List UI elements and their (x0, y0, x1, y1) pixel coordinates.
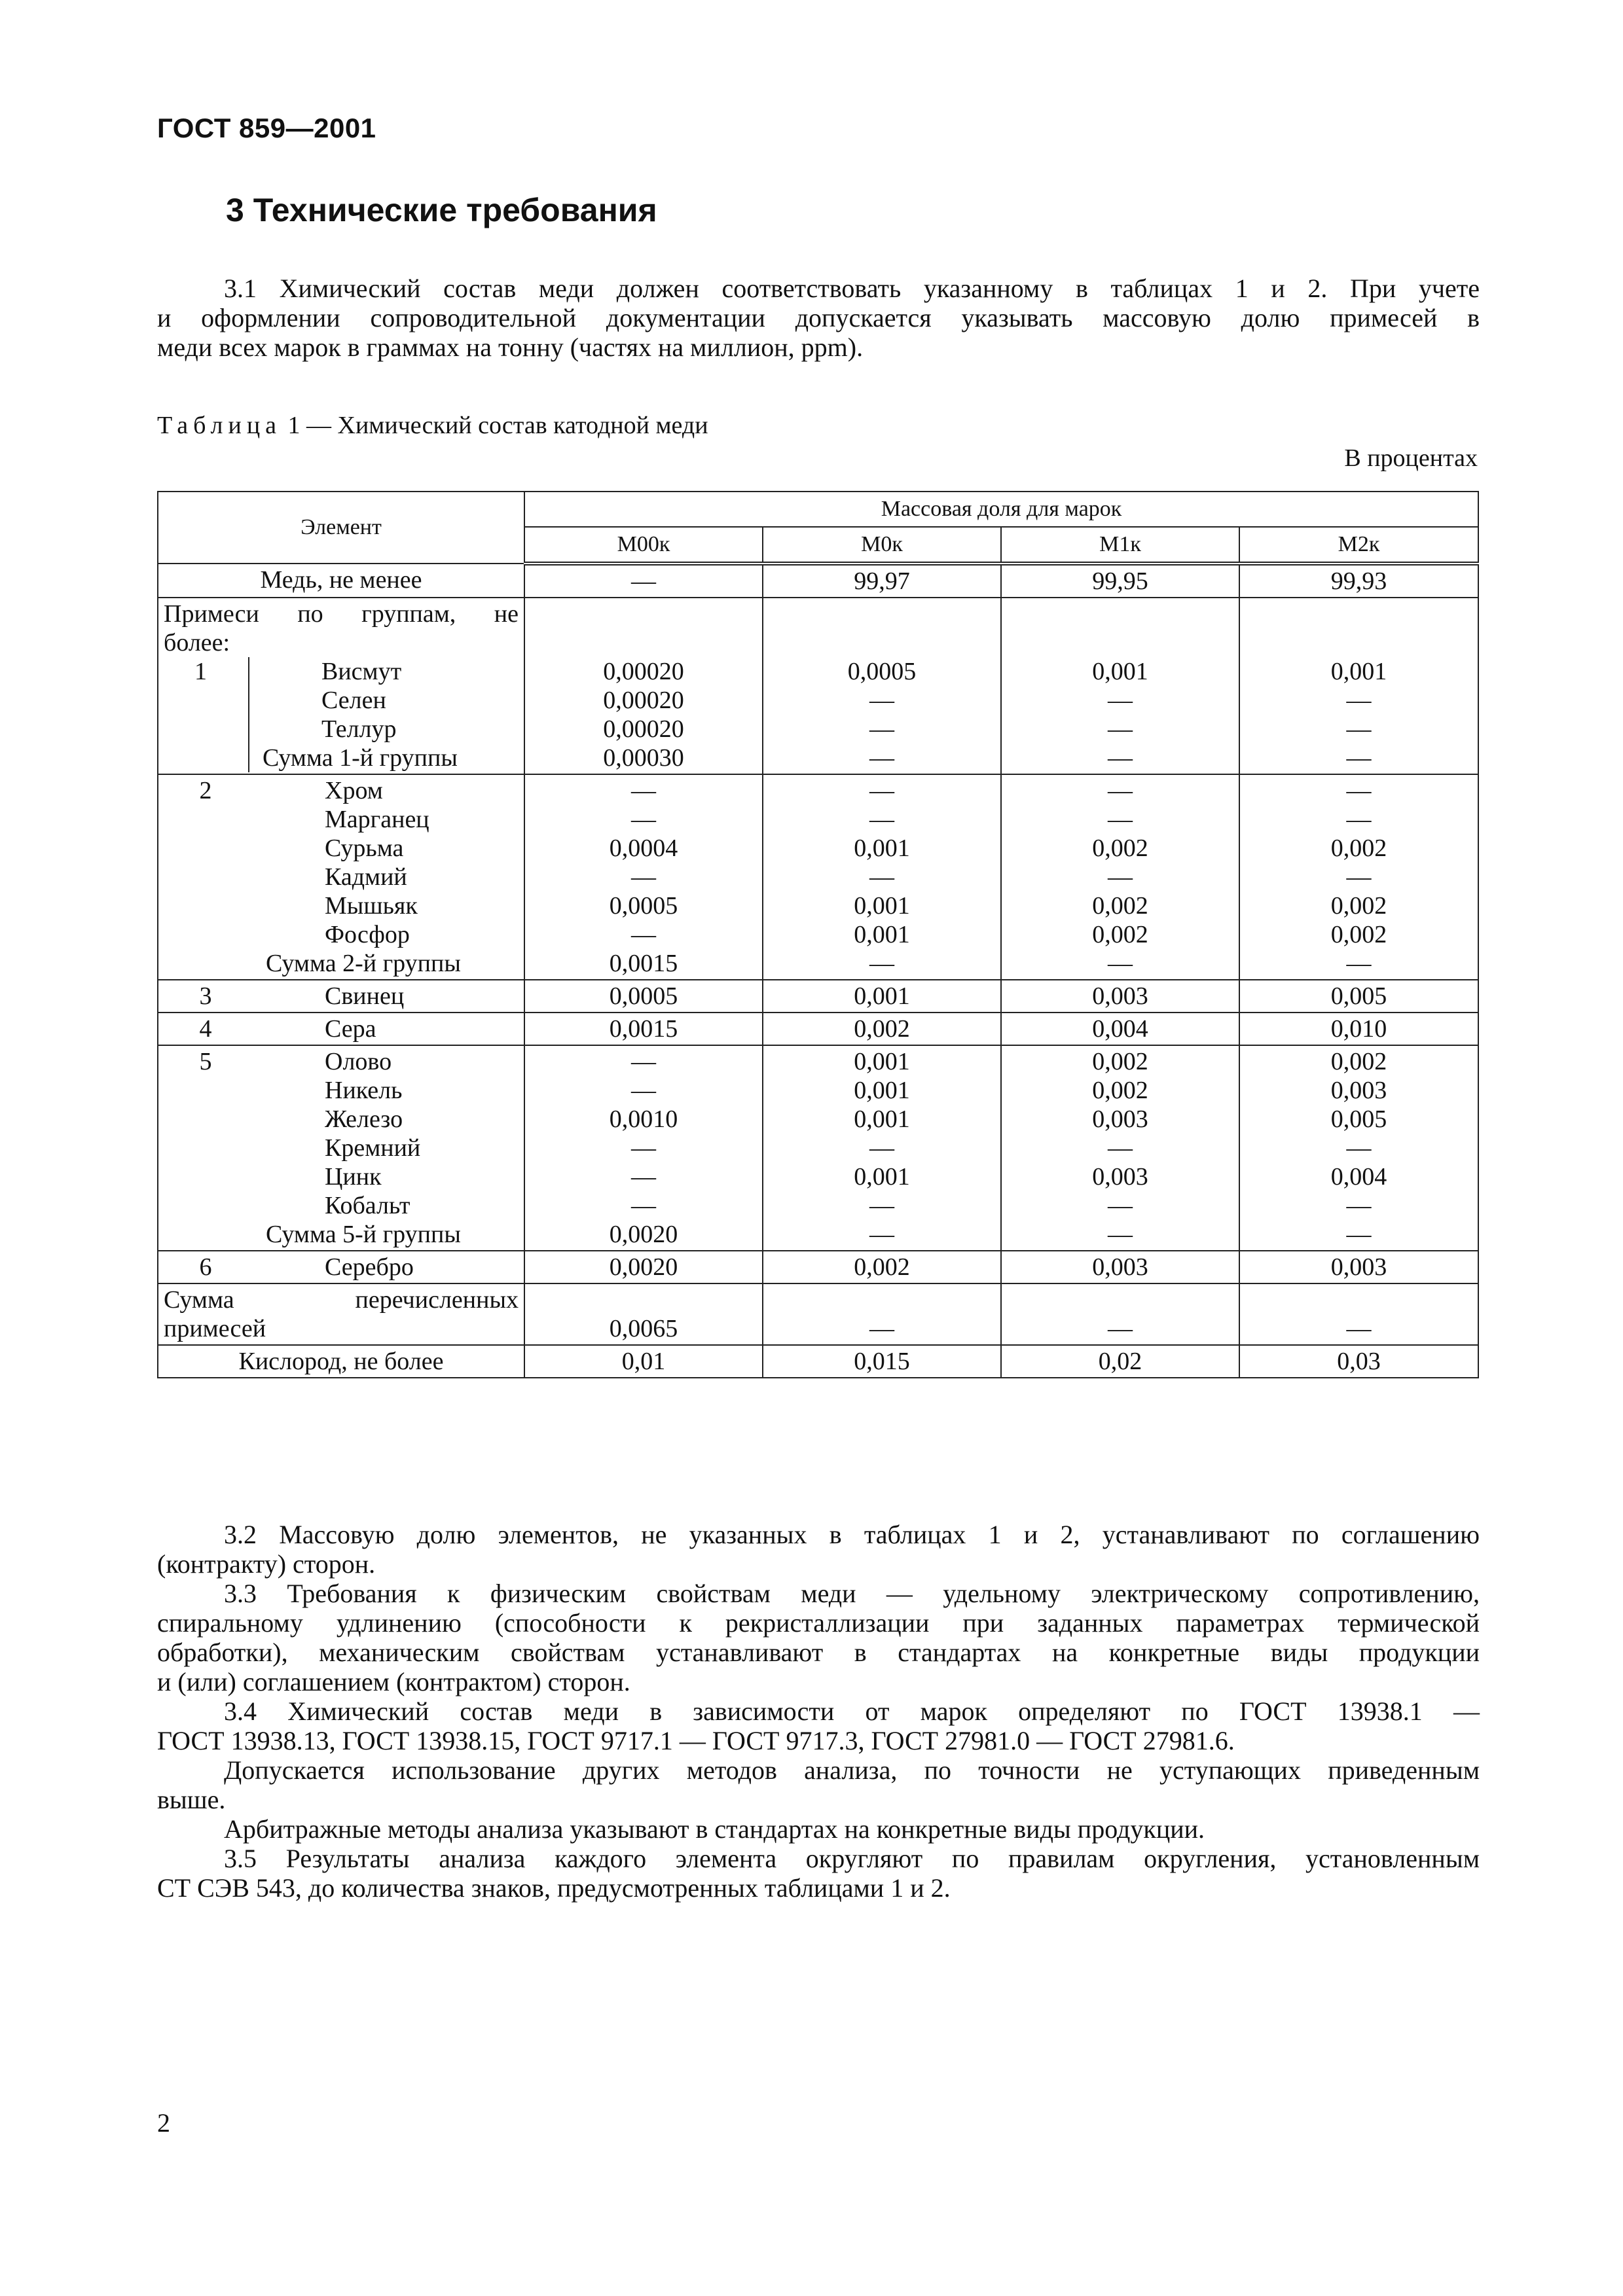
chemical-composition-table (157, 491, 1479, 1378)
cell: 0,03 (1239, 1345, 1478, 1378)
cell: 0,001 — — — (1001, 598, 1239, 774)
cell: 0,001 (763, 980, 1001, 1013)
group-number: 3 (158, 980, 253, 1013)
cell: 0,00020 0,00020 0,00020 0,00030 (524, 598, 763, 774)
cell: 0,003 (1001, 980, 1239, 1013)
table-row (158, 1251, 1478, 1283)
paragraph-line: и оформлении сопроводительной документации допускается указывать массовую долю примесей в (157, 303, 1480, 332)
paragraph-line: ГОСТ 13938.13, ГОСТ 13938.15, ГОСТ 9717.1 — ГОСТ 9717.3, ГОСТ 27981.0 — ГОСТ 27981.6. (157, 1726, 1235, 1755)
section-title: 3 Технические требования (226, 192, 657, 228)
cell: 0,0005 (524, 980, 763, 1013)
table-row (158, 774, 1478, 980)
paragraph-line: 3.2 Массовую долю элементов, не указанных в таблицах 1 и 2, устанавливают по соглашению (224, 1520, 1480, 1549)
group-element: Серебро (253, 1251, 524, 1283)
table-unit: В процентах (1344, 444, 1478, 472)
group-number: 4 (158, 1013, 253, 1045)
cell: 99,95 (1001, 564, 1239, 598)
header-grade: М2к (1239, 527, 1478, 564)
cell: 0,003 (1001, 1251, 1239, 1283)
table-row (158, 598, 1478, 774)
cell: — (1001, 1283, 1239, 1345)
table-row (158, 1013, 1478, 1045)
header-grade: М1к (1001, 527, 1239, 564)
header-mass-fraction: Массовая доля для марок (524, 492, 1478, 527)
cell: — (1239, 1283, 1478, 1345)
cell: 0,010 (1239, 1013, 1478, 1045)
paragraph-line: 3.3 Требования к физическим свойствам меди — удельному электрическому сопротивлению, (224, 1579, 1480, 1608)
group-elements: Олово Никель Железо Кремний Цинк Кобальт Сумма 5-й группы (253, 1045, 524, 1251)
cell: 99,93 (1239, 564, 1478, 598)
cell: — — 0,002 — 0,002 0,002 — (1239, 774, 1478, 980)
cell: 0,02 (1001, 1345, 1239, 1378)
paragraph-line: (контракту) сторон. (157, 1549, 376, 1579)
cell: — (524, 564, 763, 598)
cell: 0,003 (1239, 1251, 1478, 1283)
cell: — — 0,002 — 0,002 0,002 — (1001, 774, 1239, 980)
paragraph-line: меди всех марок в граммах на тонну (частях на миллион, ppm). (157, 332, 864, 362)
table-row (158, 980, 1478, 1013)
cell: — (763, 1283, 1001, 1345)
cell: 0,004 (1001, 1013, 1239, 1045)
standard-header: ГОСТ 859—2001 (157, 113, 376, 143)
cell: 0,001 0,001 0,001 — 0,001 — — (763, 1045, 1001, 1251)
table-row (158, 1345, 1478, 1378)
paragraph-line: 3.4 Химический состав меди в зависимости от марок определяют по ГОСТ 13938.1 — (224, 1696, 1480, 1726)
group-number: 2 (158, 774, 253, 980)
paragraph-3-1 (157, 274, 1480, 362)
paragraph-line: и (или) соглашением (контрактом) сторон. (157, 1667, 630, 1696)
cell: 0,002 0,003 0,005 — 0,004 — — (1239, 1045, 1478, 1251)
cell: 0,015 (763, 1345, 1001, 1378)
header-element: Элемент (158, 492, 524, 564)
table-caption-word: Таблица (157, 412, 282, 439)
table-row (158, 564, 1478, 598)
row-label: Сумма перечисленных примесей (158, 1283, 524, 1345)
group-number: 1 (158, 657, 249, 772)
group-element: Свинец (253, 980, 524, 1013)
paragraphs-3-2-to-3-5 (157, 1520, 1480, 1903)
paragraph-line: 3.1 Химический состав меди должен соответствовать указанному в таблицах 1 и 2. При учете (224, 274, 1480, 303)
paragraph-line: СТ СЭВ 543, до количества знаков, предусмотренных таблицами 1 и 2. (157, 1873, 951, 1903)
row-label: Медь, не менее (158, 564, 524, 598)
cell: — — 0,0004 — 0,0005 — 0,0015 (524, 774, 763, 980)
header-grade: М00к (524, 527, 763, 564)
group-number: 5 (158, 1045, 253, 1251)
cell: 0,0020 (524, 1251, 763, 1283)
paragraph-line: Арбитражные методы анализа указывают в стандартах на конкретные виды продукции. (224, 1814, 1205, 1844)
cell: 0,005 (1239, 980, 1478, 1013)
cell: 0,0005 — — — (763, 598, 1001, 774)
cell: 0,002 (763, 1013, 1001, 1045)
cell: 0,0015 (524, 1013, 763, 1045)
paragraph-line: Допускается использование других методов анализа, по точности не уступающих приведенным (224, 1755, 1480, 1785)
row-label: Кислород, не более (158, 1345, 524, 1378)
paragraph-line: 3.5 Результаты анализа каждого элемента округляют по правилам округления, установленным (224, 1844, 1480, 1873)
cell: 0,002 0,002 0,003 — 0,003 — — (1001, 1045, 1239, 1251)
paragraph-line: спиральному удлинению (способности к рекристаллизации при заданных параметрах термической (157, 1608, 1480, 1638)
cell: 0,001 — — — (1239, 598, 1478, 774)
cell: 99,97 (763, 564, 1001, 598)
table-row (158, 1045, 1478, 1251)
table-caption-text: 1 — Химический состав катодной меди (287, 412, 708, 439)
cell: — — 0,001 — 0,001 0,001 — (763, 774, 1001, 980)
impurities-label: Примеси по группам, не более: 1 Висмут Селен Теллур Сумма 1-й группы (158, 598, 524, 774)
page-number: 2 (157, 2108, 170, 2138)
group-elements: Висмут Селен Теллур Сумма 1-й группы (263, 658, 458, 772)
cell: 0,0065 (524, 1283, 763, 1345)
group-elements: Хром Марганец Сурьма Кадмий Мышьяк Фосфор Сумма 2-й группы (253, 774, 524, 980)
group-number: 6 (158, 1251, 253, 1283)
table-caption (157, 411, 708, 440)
cell: 0,01 (524, 1345, 763, 1378)
cell: 0,002 (763, 1251, 1001, 1283)
group-element: Сера (253, 1013, 524, 1045)
cell: — — 0,0010 — — — 0,0020 (524, 1045, 763, 1251)
paragraph-line: выше. (157, 1785, 226, 1814)
table-row (158, 1283, 1478, 1345)
header-grade: М0к (763, 527, 1001, 564)
paragraph-line: обработки), механическим свойствам устанавливают в стандартах на конкретные виды продукции (157, 1638, 1480, 1667)
